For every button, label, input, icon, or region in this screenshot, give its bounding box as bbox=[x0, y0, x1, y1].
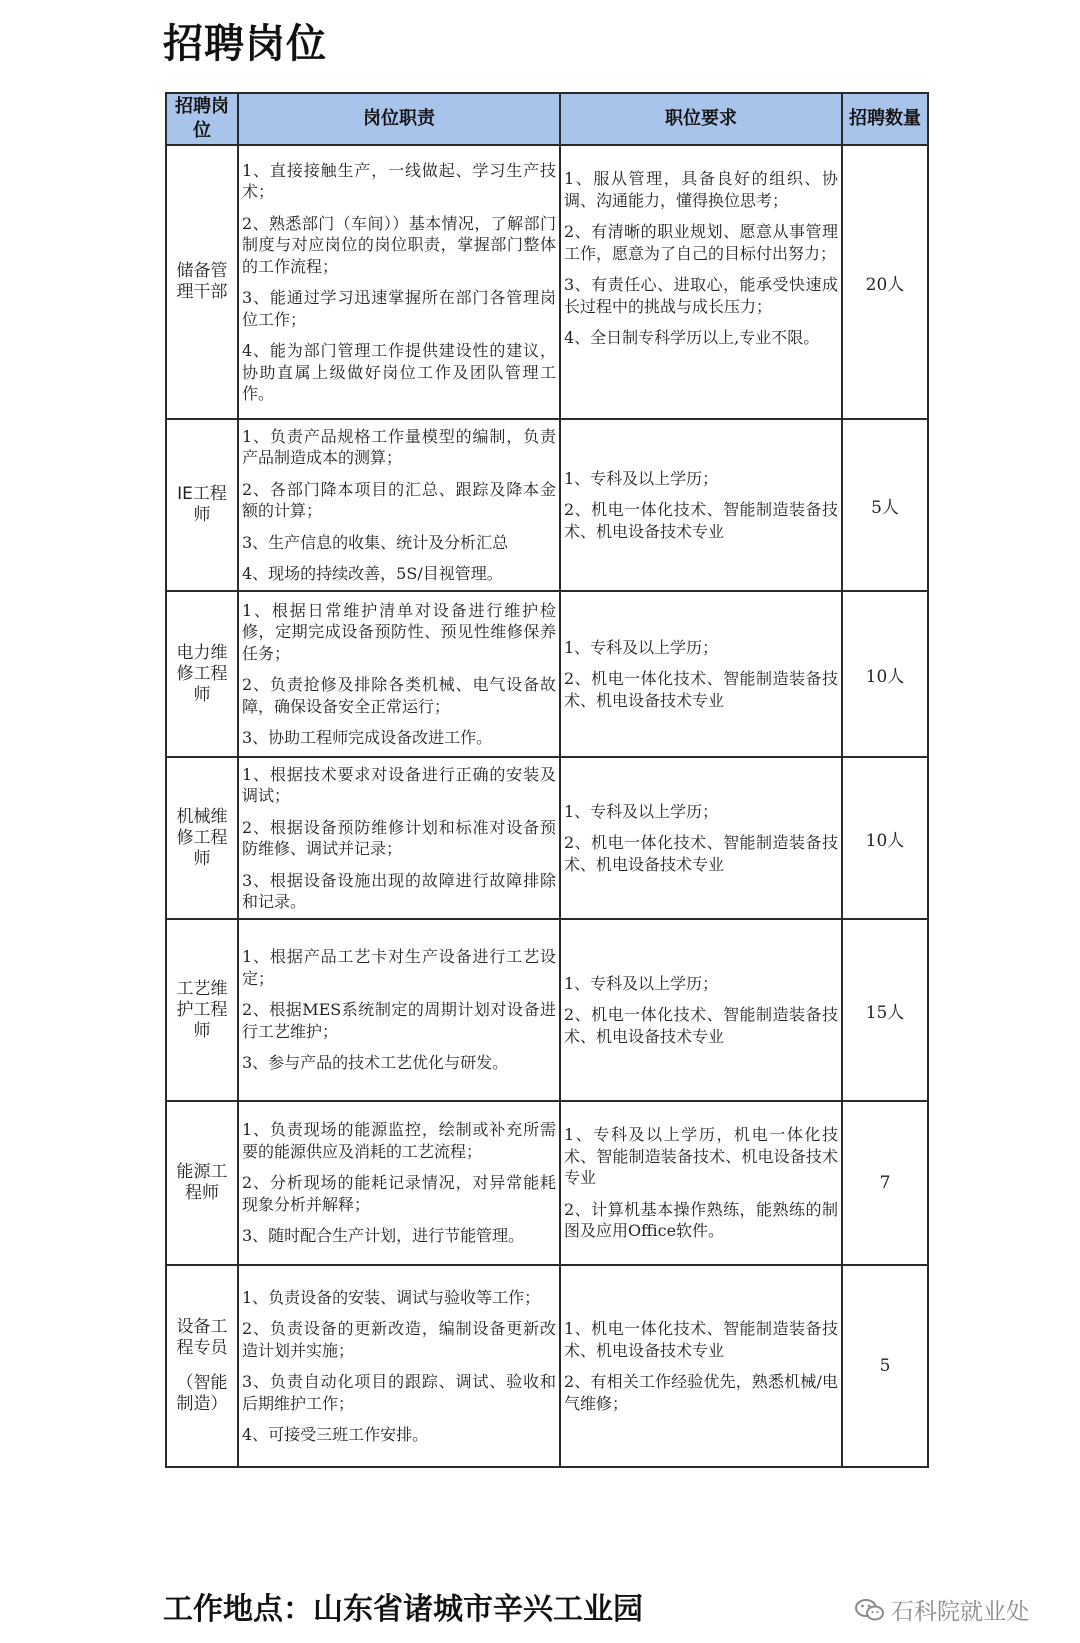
position-cell bbox=[166, 919, 238, 1101]
duty-item: 1、根据产品工艺卡对生产设备进行工艺设定； bbox=[242, 947, 556, 988]
header-duties: 岗位职责 bbox=[238, 93, 560, 145]
count-cell: 5人 bbox=[842, 419, 928, 591]
count-cell: 7 bbox=[842, 1101, 928, 1265]
count-cell: 5 bbox=[842, 1265, 928, 1467]
duty-item: 3、参与产品的技术工艺优化与研发。 bbox=[242, 1053, 509, 1073]
requirement-item: 2、有清晰的职业规划、愿意从事管理工作，愿意为了自己的目标付出努力； bbox=[564, 222, 838, 263]
duties-cell bbox=[238, 757, 560, 919]
watermark-text: 石科院就业处 bbox=[891, 1599, 1029, 1625]
position-note: （智能制造） bbox=[176, 1373, 228, 1414]
requirement-item: 2、机电一体化技术、智能制造装备技术、机电设备技术专业 bbox=[564, 1005, 838, 1046]
requirements-cell bbox=[560, 591, 842, 757]
header-position: 招聘岗位 bbox=[166, 93, 238, 145]
requirement-item: 1、专科及以上学历； bbox=[564, 637, 719, 657]
page-title: 招聘岗位 bbox=[163, 21, 327, 67]
duty-item: 3、能通过学习迅速掌握所在部门各管理岗位工作； bbox=[242, 288, 556, 329]
duties-cell bbox=[238, 419, 560, 591]
count-cell: 20人 bbox=[842, 145, 928, 419]
requirements-cell bbox=[560, 757, 842, 919]
duty-item: 2、根据MES系统制定的周期计划对设备进行工艺维护； bbox=[242, 1000, 556, 1041]
duties-cell bbox=[238, 591, 560, 757]
duty-item: 1、根据日常维护清单对设备进行维护检修，定期完成设备预防性、预见性维修保养任务； bbox=[242, 600, 556, 663]
table-row bbox=[166, 1101, 928, 1265]
requirement-item: 2、机电一体化技术、智能制造装备技术、机电设备技术专业 bbox=[564, 833, 838, 874]
duty-item: 2、负责抢修及排除各类机械、电气设备故障，确保设备安全正常运行； bbox=[242, 675, 556, 716]
requirement-item: 1、专科及以上学历； bbox=[564, 801, 719, 821]
requirement-item: 4、全日制专科学历以上,专业不限。 bbox=[564, 328, 820, 347]
duty-item: 2、负责设备的更新改造，编制设备更新改造计划并实施； bbox=[242, 1319, 556, 1360]
duty-item: 4、现场的持续改善，5S/目视管理。 bbox=[242, 564, 503, 583]
table-header-row bbox=[166, 93, 928, 145]
table-row bbox=[166, 919, 928, 1101]
position-name: 机械维修工程师 bbox=[176, 806, 228, 869]
duty-item: 3、负责自动化项目的跟踪、调试、验收和后期维护工作； bbox=[242, 1372, 556, 1413]
position-name: 储备管理干部 bbox=[176, 261, 228, 302]
duty-item: 1、负责设备的安装、调试与验收等工作； bbox=[242, 1287, 541, 1307]
duty-item: 3、生产信息的收集、统计及分析汇总 bbox=[242, 532, 509, 552]
duty-item: 4、可接受三班工作安排。 bbox=[242, 1425, 429, 1444]
table-row bbox=[166, 1265, 928, 1467]
requirement-item: 1、专科及以上学历，机电一体化技术、智能制造装备技术、机电设备技术专业 bbox=[564, 1125, 838, 1188]
duty-item: 3、协助工程师完成设备改进工作。 bbox=[242, 728, 493, 747]
duty-item: 3、随时配合生产计划，进行节能管理。 bbox=[242, 1226, 525, 1246]
count-cell: 10人 bbox=[842, 757, 928, 919]
requirements-cell bbox=[560, 1101, 842, 1265]
table-row bbox=[166, 591, 928, 757]
position-name: IE工程师 bbox=[177, 484, 227, 525]
position-name: 工艺维护工程师 bbox=[176, 978, 228, 1041]
watermark bbox=[855, 1593, 1029, 1626]
requirements-cell bbox=[560, 919, 842, 1101]
header-count: 招聘数量 bbox=[842, 93, 928, 145]
jobs-table bbox=[165, 92, 929, 1468]
count-cell: 15人 bbox=[842, 919, 928, 1101]
table-row bbox=[166, 757, 928, 919]
position-name: 设备工程专员 bbox=[176, 1317, 228, 1358]
requirement-item: 2、机电一体化技术、智能制造装备技术、机电设备技术专业 bbox=[564, 669, 838, 710]
position-name: 能源工程师 bbox=[176, 1162, 228, 1203]
requirements-cell bbox=[560, 1265, 842, 1467]
duty-item: 2、各部门降本项目的汇总、跟踪及降本金额的计算； bbox=[242, 479, 556, 520]
duty-item: 1、直接接触生产，一线做起、学习生产技术； bbox=[242, 160, 556, 201]
position-cell bbox=[166, 1265, 238, 1467]
requirements-cell bbox=[560, 419, 842, 591]
position-cell bbox=[166, 419, 238, 591]
duty-item: 1、负责现场的能源监控，绘制或补充所需要的能源供应及消耗的工艺流程； bbox=[242, 1120, 556, 1161]
table-row bbox=[166, 419, 928, 591]
duty-item: 2、分析现场的能耗记录情况，对异常能耗现象分析并解释； bbox=[242, 1173, 556, 1214]
count-cell: 10人 bbox=[842, 591, 928, 757]
duties-cell bbox=[238, 919, 560, 1101]
wechat-icon bbox=[855, 1598, 885, 1622]
duty-item: 2、根据设备预防维修计划和标准对设备预防维修、调试并记录； bbox=[242, 817, 556, 858]
position-name: 电力维修工程师 bbox=[176, 642, 228, 705]
requirement-item: 1、机电一体化技术、智能制造装备技术、机电设备技术专业 bbox=[564, 1319, 838, 1360]
duty-item: 1、负责产品规格工作量模型的编制，负责产品制造成本的测算； bbox=[242, 426, 556, 467]
requirement-item: 2、计算机基本操作熟练，能熟练的制图及应用Office软件。 bbox=[564, 1199, 838, 1241]
requirement-item: 1、服从管理，具备良好的组织、协调、沟通能力，懂得换位思考； bbox=[564, 169, 838, 210]
requirement-item: 2、有相关工作经验优先，熟悉机械/电气维修； bbox=[564, 1372, 838, 1413]
duty-item: 3、根据设备设施出现的故障进行故障排除和记录。 bbox=[242, 870, 556, 911]
requirements-cell bbox=[560, 145, 842, 419]
position-cell bbox=[166, 1101, 238, 1265]
work-location: 工作地点：山东省诸城市辛兴工业园 bbox=[163, 1592, 643, 1627]
duty-item: 1、根据技术要求对设备进行正确的安装及调试； bbox=[242, 764, 556, 805]
duties-cell bbox=[238, 145, 560, 419]
duty-item: 2、熟悉部门（车间））基本情况，了解部门制度与对应岗位的岗位职责，掌握部门整体的工作流程； bbox=[242, 213, 556, 276]
requirement-item: 3、有责任心、进取心，能承受快速成长过程中的挑战与成长压力； bbox=[564, 275, 838, 316]
duties-cell bbox=[238, 1265, 560, 1467]
requirement-item: 1、专科及以上学历； bbox=[564, 973, 719, 993]
header-requirements: 职位要求 bbox=[560, 93, 842, 145]
requirement-item: 1、专科及以上学历； bbox=[564, 468, 719, 488]
position-cell bbox=[166, 145, 238, 419]
duties-cell bbox=[238, 1101, 560, 1265]
requirement-item: 2、机电一体化技术、智能制造装备技术、机电设备技术专业 bbox=[564, 500, 838, 541]
table-row bbox=[166, 145, 928, 419]
position-cell bbox=[166, 591, 238, 757]
position-cell bbox=[166, 757, 238, 919]
duty-item: 4、能为部门管理工作提供建设性的建议，协助直属上级做好岗位工作及团队管理工作。 bbox=[242, 341, 556, 403]
